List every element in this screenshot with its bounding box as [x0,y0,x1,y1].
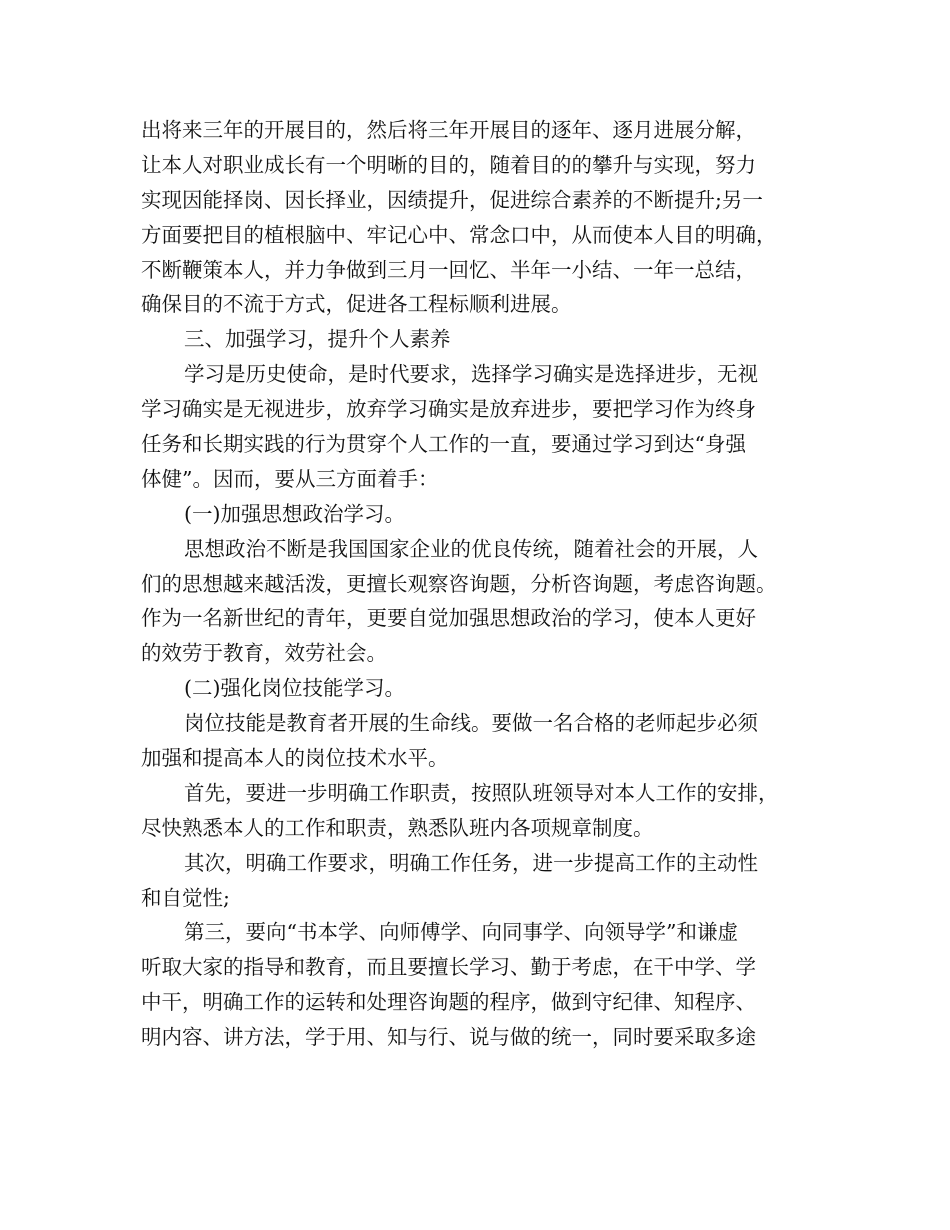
text-line: (二)强化岗位技能学习。 [184,676,405,701]
text-line: 们的思想越来越活泼，更擅长观察咨询题，分析咨询题，考虑咨询题。 [141,571,777,596]
text-line: 其次，明确工作要求，明确工作任务，进一步提高工作的主动性 [184,850,758,875]
text-line: 学习是历史使命，是时代要求，选择学习确实是选择进步，无视 [184,362,758,387]
text-line: 听取大家的指导和教育，而且要擅长学习、勤于考虑，在干中学、学 [141,955,756,980]
text-line: 明内容、讲方法，学于用、知与行、说与做的统一，同时要采取多途 [141,1025,756,1050]
text-line: 学习确实是无视进步，放弃学习确实是放弃进步，要把学习作为终身 [141,397,756,422]
text-line: 确保目的不流于方式，促进各工程标顺利进展。 [141,292,572,317]
text-line: 尽快熟悉本人的工作和职责，熟悉队班内各项规章制度。 [141,815,654,840]
text-line: 不断鞭策本人，并力争做到三月一回忆、半年一小结、一年一总结， [141,257,756,282]
text-line: 实现因能择岗、因长择业，因绩提升，促进综合素养的不断提升;另一 [141,187,763,212]
text-line: 和自觉性; [141,885,230,910]
text-line: 体健”。因而，要从三方面着手： [141,466,439,491]
text-line: 的效劳于教育，效劳社会。 [141,641,387,666]
text-line: 中干，明确工作的运转和处理咨询题的程序，做到守纪律、知程序、 [141,990,756,1015]
text-line: 三、加强学习，提升个人素养 [184,327,451,352]
text-line: 首先，要进一步明确工作职责，按照队班领导对本人工作的安排， [184,780,779,805]
text-line: 任务和长期实践的行为贯穿个人工作的一直，要通过学习到达“身强 [141,432,746,457]
text-line: 作为一名新世纪的青年，更要自觉加强思想政治的学习，使本人更好 [141,606,756,631]
text-line: 方面要把目的植根脑中、牢记心中、常念口中，从而使本人目的明确， [141,222,777,247]
text-line: 岗位技能是教育者开展的生命线。要做一名合格的老师起步必须 [184,711,758,736]
text-line: 思想政治不断是我国国家企业的优良传统，随着社会的开展，人 [184,536,758,561]
text-line: 加强和提高本人的岗位技术水平。 [141,746,449,771]
text-line: 让本人对职业成长有一个明晰的目的，随着目的的攀升与实现，努力 [141,152,756,177]
text-line: (一)加强思想政治学习。 [184,501,405,526]
text-line: 出将来三年的开展目的，然后将三年开展目的逐年、逐月进展分解， [141,118,756,142]
text-line: 第三，要向“书本学、向师傅学、向同事学、向领导学”和谦虚 [184,920,738,945]
document-body [141,113,821,1055]
